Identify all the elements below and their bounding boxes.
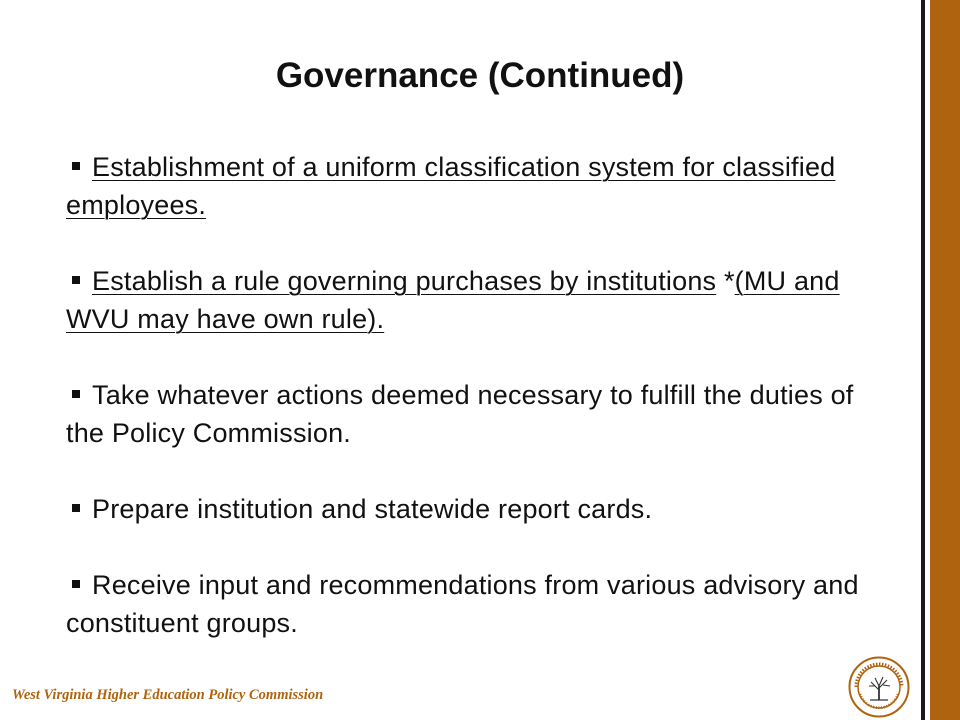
bullet-item-4 [66, 490, 866, 528]
bullet-text-3: Take whatever actions deemed necessary to fulfill the duties of the Policy Commission. [66, 380, 854, 448]
square-bullet-icon [72, 580, 80, 588]
bullet-item-2 [66, 262, 866, 338]
square-bullet-icon [72, 276, 80, 284]
square-bullet-icon [72, 390, 80, 398]
footer-organization: West Virginia Higher Education Policy Commission [12, 687, 324, 703]
bullet-item-3 [66, 376, 866, 452]
wvhepc-seal-icon [848, 656, 910, 718]
square-bullet-icon [72, 504, 80, 512]
bullet-item-5 [66, 566, 866, 642]
bullet-text-2b: (MU and WVU may have own rule). [66, 266, 840, 334]
bullet-list [66, 148, 866, 680]
bullet-text-2: Establish a rule governing purchases by institutions [92, 266, 717, 296]
slide-title: Governance (Continued) [275, 56, 685, 95]
side-divider-line [921, 0, 925, 720]
bullet-prefix-2: * [723, 266, 735, 296]
side-accent-band [930, 0, 960, 720]
bullet-text-1: Establishment of a uniform classification system for classified employees. [66, 152, 836, 220]
bullet-item-1 [66, 148, 866, 224]
bullet-text-4: Prepare institution and statewide report cards. [92, 494, 653, 524]
bullet-text-5: Receive input and recommendations from various advisory and constituent groups. [66, 570, 859, 638]
square-bullet-icon [72, 162, 80, 170]
